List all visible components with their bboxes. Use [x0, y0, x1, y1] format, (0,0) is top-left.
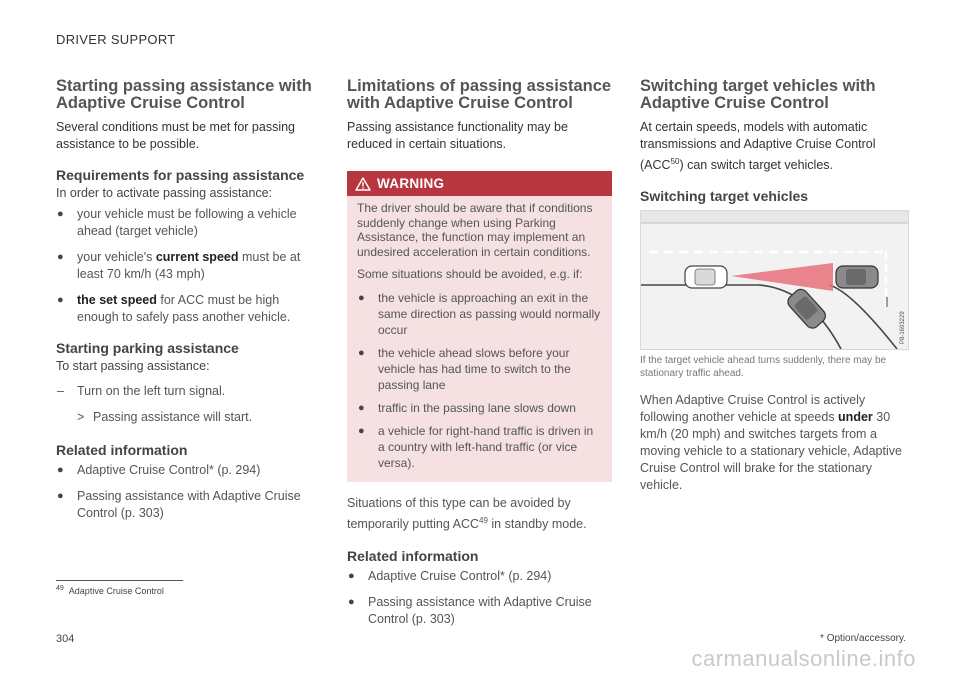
heading-related-info: Related information — [56, 442, 188, 458]
figure-code: P8-1693229 — [900, 311, 906, 345]
warning-text: The driver should be aware that if conditions suddenly change when using Parking Assistance, the function may implement an undesired acceleration in certain conditions. — [357, 201, 593, 259]
bullet-icon: ● — [348, 595, 355, 608]
figure-caption: If the target vehicle ahead turns suddenly, there may be stationary traffic ahead. — [640, 355, 887, 380]
bullet-icon: ● — [358, 424, 365, 437]
list-item: ● a vehicle for right-hand traffic is driven in a country with left-hand traffic (or vice versa). — [358, 423, 594, 470]
bullet-icon: ● — [57, 294, 64, 306]
body-text: When Adaptive Cruise Control is actively following another vehicle at speeds under 30 km/h (20 mph) and switches targets from a moving vehicle to a stationary vehicle, Adaptive Cruise Control will brake for the stationary vehicle. — [640, 393, 902, 493]
heading-switching-vehicles: Switching target vehicles — [640, 188, 809, 205]
requirements-intro: In order to activate passing assistance: — [56, 186, 273, 200]
target-switch-illustration — [640, 210, 909, 350]
page-number: 304 — [56, 633, 75, 645]
list-item: ● traffic in the passing lane slows down — [358, 400, 576, 415]
footnote-ref[interactable]: 49 — [479, 515, 488, 525]
emphasis-current-speed: current speed — [155, 250, 239, 264]
column-passing-assistance — [56, 78, 321, 531]
bullet-icon: ● — [57, 464, 64, 476]
warning-text: Some situations should be avoided, e.g. if: — [357, 267, 583, 281]
related-link[interactable]: ● Adaptive Cruise Control* (p. 294) — [348, 568, 552, 583]
own-car-icon — [685, 266, 727, 288]
list-item: ● the vehicle is approaching an exit in the same direction as passing would normally occur — [358, 290, 601, 337]
warning-triangle-icon — [355, 177, 371, 191]
bullet-icon: ● — [358, 401, 365, 414]
warning-list — [357, 290, 602, 471]
option-accessory-note: * Option/accessory. — [820, 633, 906, 644]
list-item: ● your vehicle must be following a vehicle ahead (target vehicle) — [57, 207, 297, 238]
bullet-icon: ● — [358, 291, 365, 304]
footnote-ref[interactable]: 50 — [670, 157, 680, 166]
emphasis-set-speed: the set speed — [77, 293, 157, 307]
warning-label: WARNING — [377, 176, 445, 191]
section-title-limitations: Limitations of passing assistance with Adaptive Cruise Control — [347, 77, 612, 112]
heading-starting-parking: Starting parking assistance — [56, 340, 239, 356]
related-link[interactable]: ● Adaptive Cruise Control* (p. 294) — [57, 463, 261, 477]
warning-body — [347, 196, 612, 471]
standby-note: Situations of this type can be avoided by temporarily putting ACC$^{49}$ in standby mode. — [347, 495, 587, 531]
result-arrow-icon: > — [77, 410, 85, 424]
heading-requirements: Requirements for passing assistance — [56, 167, 305, 183]
footnote-divider — [56, 580, 183, 581]
warning-box — [347, 171, 612, 482]
bullet-icon: ● — [57, 251, 64, 263]
bullet-icon: ● — [57, 490, 64, 502]
list-item: ● your vehicle's current speed must be at least 70 km/h (43 mph) — [57, 250, 301, 281]
watermark: carmanualsonline.info — [691, 646, 916, 671]
section-title-starting-passing: Starting passing assistance with Adaptive Cruise Control — [56, 77, 312, 112]
list-item: ● the vehicle ahead slows before your vehicle has had time to switch to the passing lane — [358, 345, 571, 392]
bullet-icon: ● — [358, 346, 365, 359]
procedure-step: – Turn on the left turn signal. — [57, 384, 226, 398]
emphasis-under: under — [838, 410, 873, 425]
related-link[interactable]: ● Passing assistance with Adaptive Cruise Control (p. 303) — [348, 594, 592, 626]
road-diagram — [641, 211, 908, 349]
column-switching-targets — [640, 78, 905, 494]
intro-text: Passing assistance functionality may be reduced in certain situations. — [347, 120, 568, 151]
stationary-car-icon — [836, 266, 878, 288]
related-links — [56, 462, 321, 522]
dash-icon: – — [57, 384, 64, 398]
intro-text: At certain speeds, models with automatic transmissions and Adaptive Cruise Control (ACC$^{50}$) can switch target vehicles. — [640, 120, 876, 173]
related-links — [347, 568, 612, 628]
running-header: DRIVER SUPPORT — [56, 32, 176, 47]
list-item: ● the set speed for ACC must be high enough to safely pass another vehicle. — [57, 293, 291, 324]
heading-related-info: Related information — [347, 547, 479, 564]
requirements-list — [56, 206, 321, 326]
column-limitations — [347, 78, 612, 637]
bullet-icon: ● — [57, 208, 64, 220]
procedure-result: > Passing assistance will start. — [77, 410, 253, 424]
intro-text: Several conditions must be met for passing assistance to be possible. — [56, 120, 296, 151]
footnote: $^{49}$ Adaptive Cruise Control — [56, 585, 164, 596]
bullet-icon: ● — [348, 569, 355, 582]
section-title-switching: Switching target vehicles with Adaptive Cruise Control — [640, 77, 876, 112]
warning-header — [347, 171, 612, 196]
start-intro: To start passing assistance: — [56, 359, 210, 373]
related-link[interactable]: ● Passing assistance with Adaptive Cruise Control (p. 303) — [57, 489, 301, 520]
